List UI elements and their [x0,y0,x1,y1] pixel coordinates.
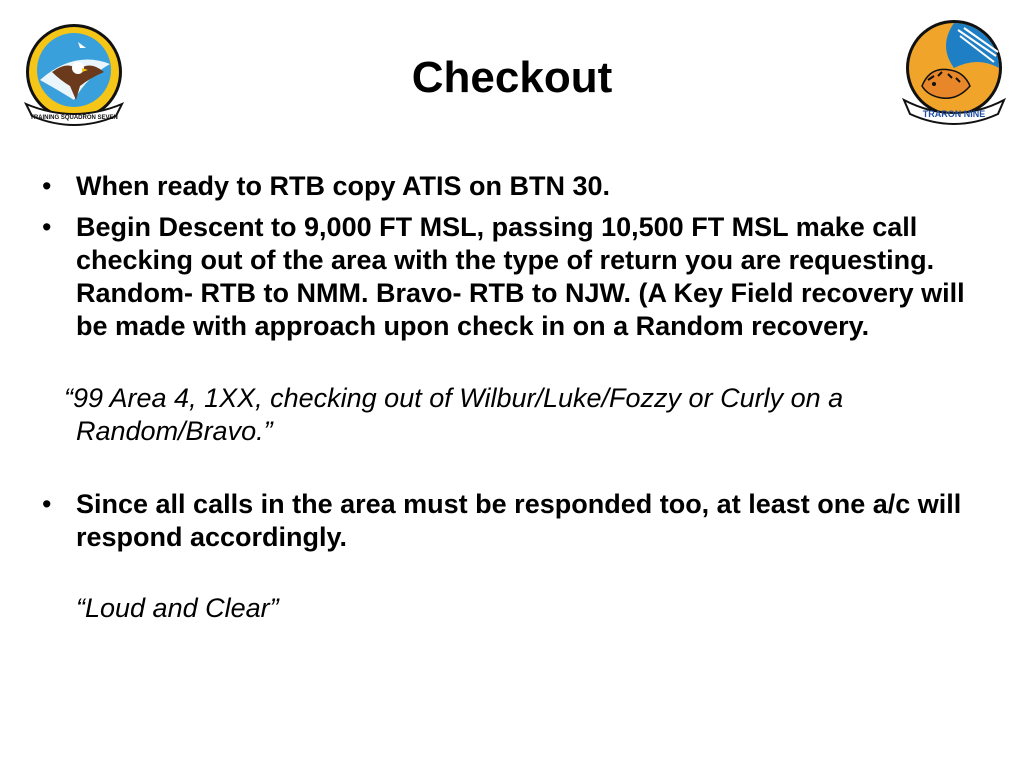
bullet-item [36,170,986,203]
tiger-squadron-patch-icon [898,16,1010,128]
squadron-patch-right [898,16,1010,128]
bullet-text: When ready to RTB copy ATIS on BTN 30. [76,171,611,201]
bullet-item [36,488,986,554]
radio-call-quote: “99 Area 4, 1XX, checking out of Wilbur/Luke/Fozzy or Curly on a Random/Bravo.” [64,383,844,446]
bullet-text: Since all calls in the area must be responded too, at least one a/c will respond accordingly. [76,489,962,552]
bullet-item [36,211,986,343]
slide-content [36,170,986,625]
slide-title: Checkout [411,53,613,102]
bullet-dot: • [42,489,52,519]
patch-left-banner-text: TRAINING SQUADRON SEVEN [30,115,118,121]
bullet-text: Begin Descent to 9,000 FT MSL, passing 10,500 FT MSL make call checking out of the area with the type of return you are requesting. Random- RTB to NMM. Bravo- RTB to NJW. (A Key Field recovery will be made with approach upon check in on a Random recovery. [76,212,965,341]
bullet-dot: • [42,171,52,201]
response-quote: “Loud and Clear” [76,593,279,623]
patch-right-banner-text: TRARON NINE [922,109,986,119]
bullet-dot: • [42,212,52,242]
